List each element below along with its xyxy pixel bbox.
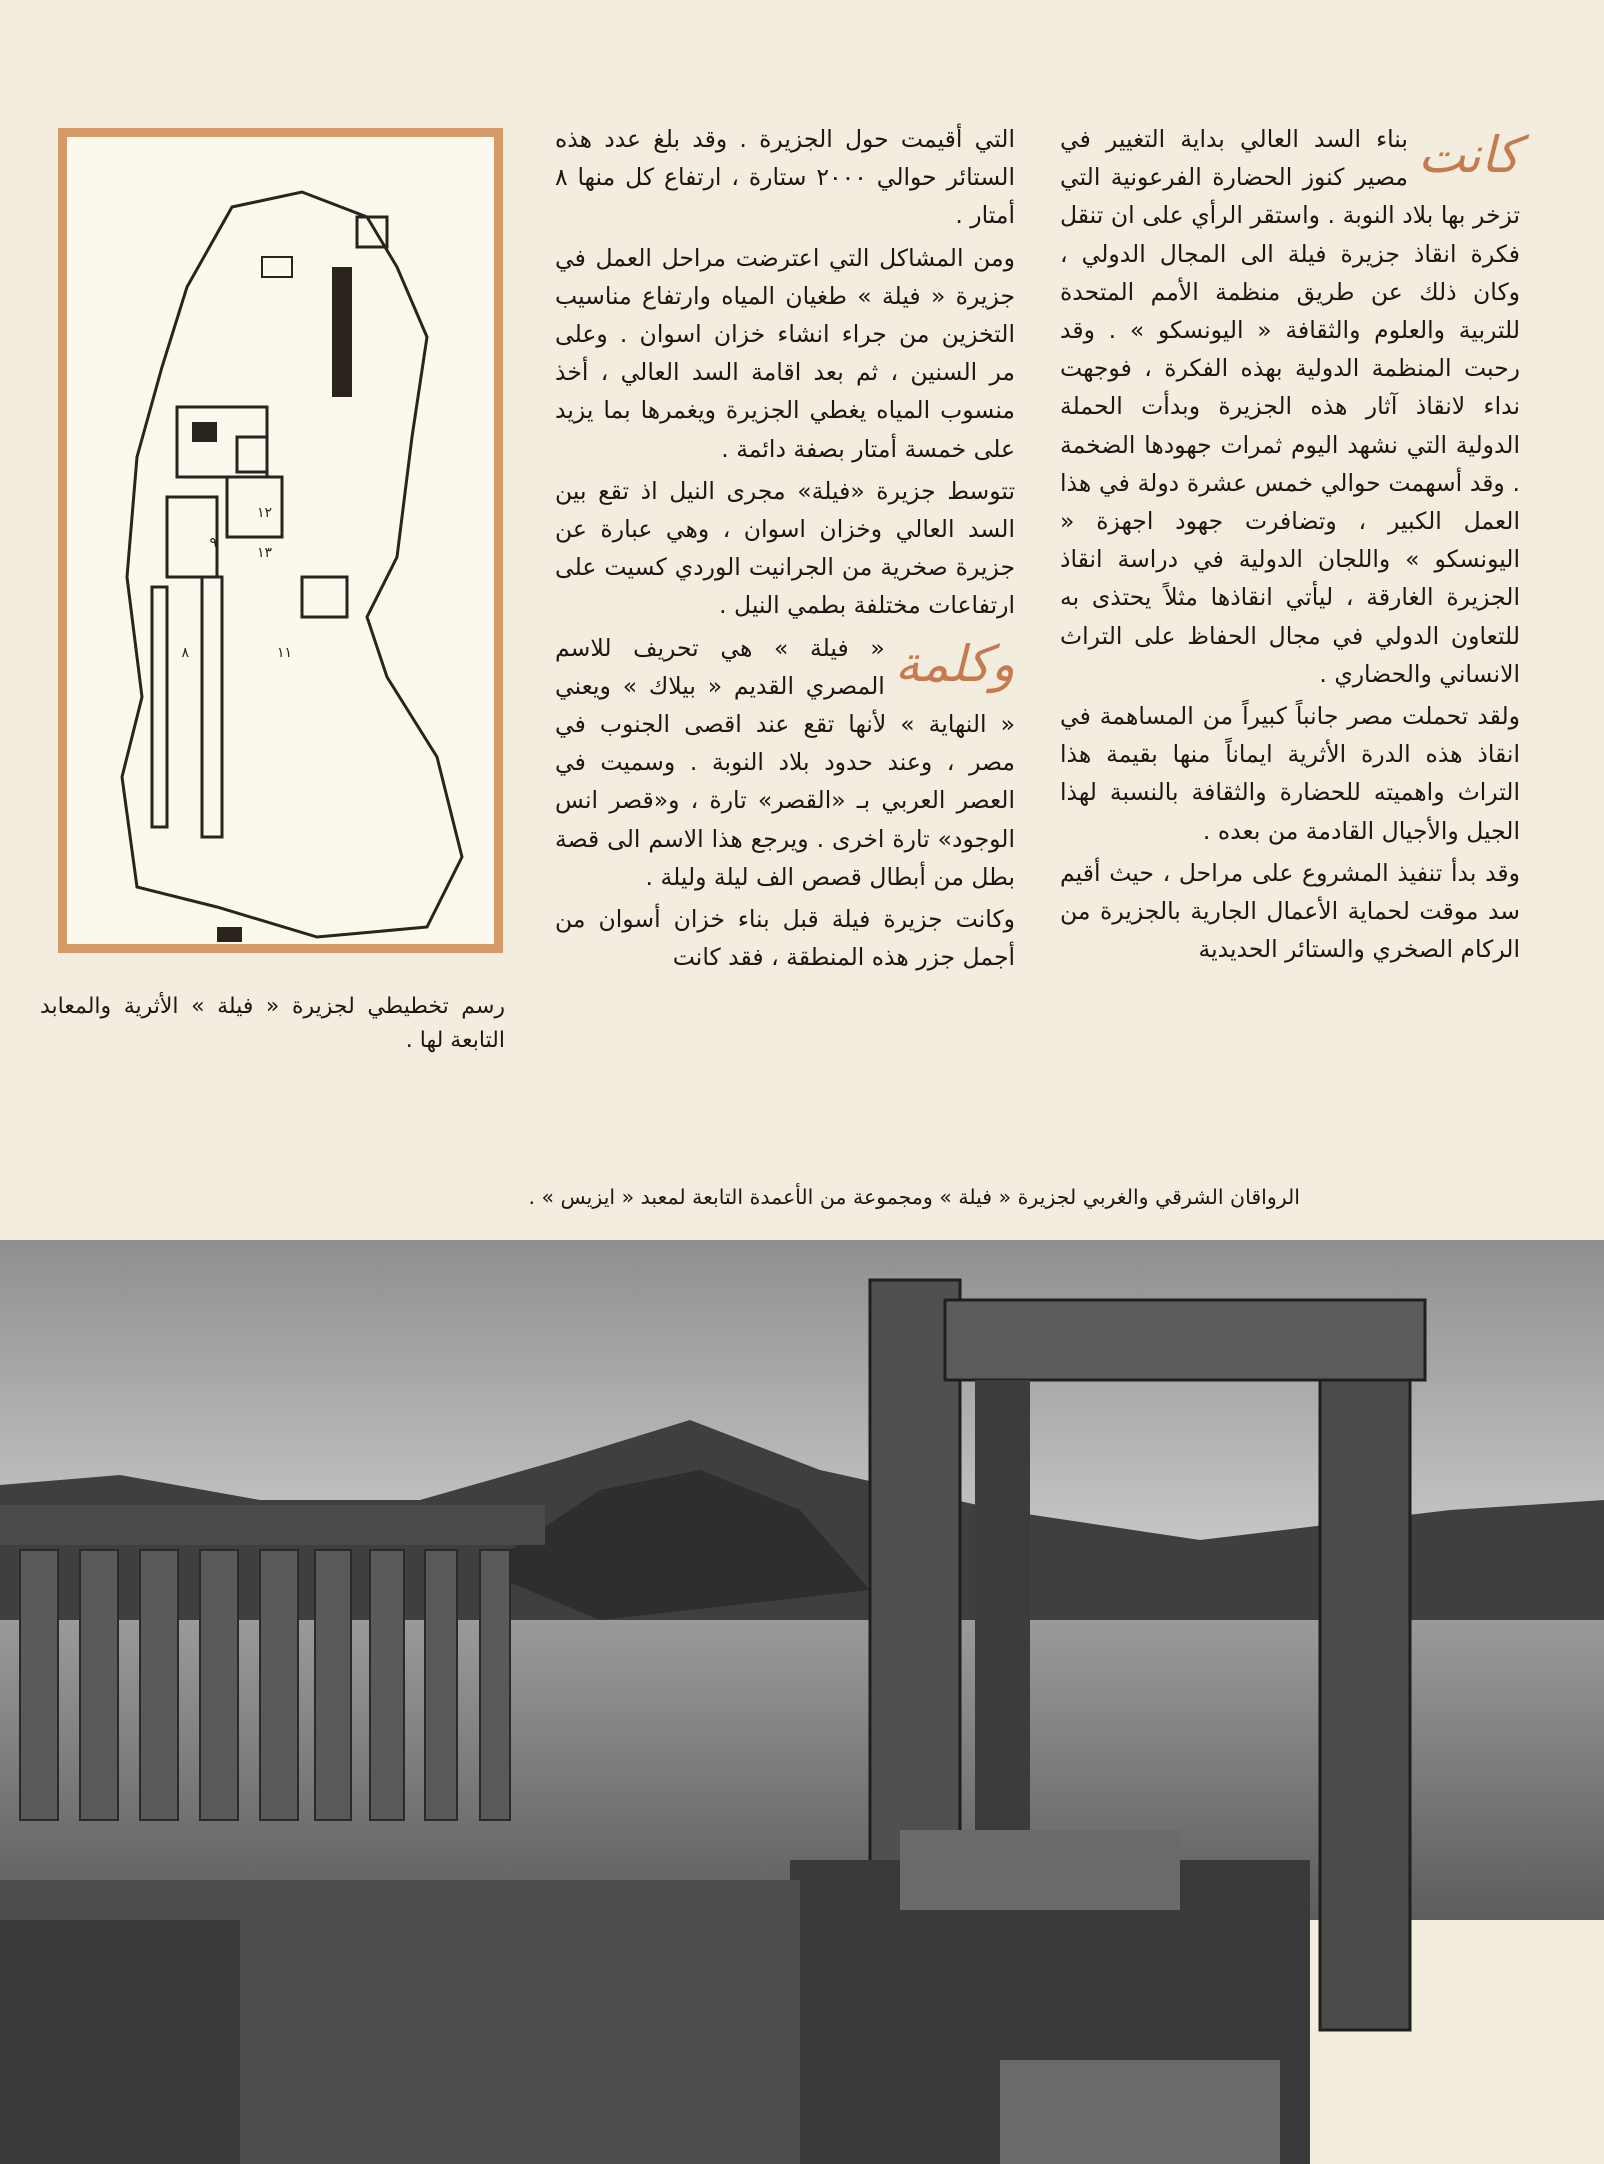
column-group xyxy=(20,1550,510,1820)
paragraph: وقد بدأ تنفيذ المشروع على مراحل ، حيث أقيم سد موقت لحماية الأعمال الجارية بالجزيرة من الركام الصخري والستائر الحديدية xyxy=(1060,858,1520,964)
island-plan-drawing xyxy=(67,137,494,944)
article-column-middle xyxy=(555,120,1015,980)
map-caption: رسم تخطيطي لجزيرة « فيلة » الأثرية والمعابد التابعة لها . xyxy=(40,994,505,1053)
gate-pillar xyxy=(1320,1380,1410,2030)
paragraph: تتوسط جزيرة «فيلة» مجرى النيل اذ تقع بين السد العالي وخزان اسوان ، وهي عبارة عن جزيرة صخرية من الجرانيت الوردي كسيت على ارتفاعات مختلفة بطمي النيل . xyxy=(555,476,1015,620)
paragraph: بناء السد العالي بداية التغيير في مصير كنوز الحضارة الفرعونية التي تزخر بها بلاد النوبة . واستقر الرأي على ان تنقل فكرة انقاذ جزيرة فيلة الى المجال الدولي ، وكان ذلك عن طريق منظمة الأمم المتحدة للتربية والعلوم والثقافة « اليونسكو » . وقد رحبت المنظمة الدولية بهذه الفكرة ، فوجهت نداء لانقاذ آثار هذه الجزيرة وبدأت الحملة الدولية التي نشهد اليوم ثمرات جهودها الضخمة . وقد أسهمت حوالي خمس عشرة دولة في هذا العمل الكبير ، وتضافرت جهود اجهزة « اليونسكو » واللجان الدولية في دراسة انقاذ الجزيرة الغارقة ، ليأتي انقاذها مثلاً يحتذى به للتعاون الدولي في مجال الحفاظ على التراث الانساني والحضاري . xyxy=(1060,125,1520,688)
temple-block xyxy=(192,422,217,442)
paragraph: وكانت جزيرة فيلة قبل بناء خزان أسوان من أجمل جزر هذه المنطقة ، فقد كانت xyxy=(555,905,1015,972)
temple-photograph xyxy=(0,1240,1604,2164)
lead-word-2: وكلمة xyxy=(894,634,1015,693)
building xyxy=(217,927,242,942)
foreground-stones xyxy=(0,1920,240,2164)
article-column-right xyxy=(1060,120,1520,972)
island-outline xyxy=(122,192,462,937)
fallen-blocks xyxy=(900,1830,1180,1910)
map-label: ١٢ xyxy=(256,505,272,521)
paragraph: « فيلة » هي تحريف للاسم المصري القديم « بيلاك » ويعني « النهاية » لأنها تقع عند اقصى الجنوب في مصر ، وعند حدود بلاد النوبة . وسميت في العصر العربي بـ «القصر» تارة ، و«قصر انس الوجود» تارة اخرى . ويرجع هذا الاسم الى قصة بطل من أبطال قصص الف ليلة وليلة . xyxy=(555,633,1015,891)
gate-lintel xyxy=(945,1300,1425,1380)
colonnade-roof xyxy=(0,1505,545,1545)
lead-word-1: كانت xyxy=(1417,126,1520,184)
paragraph: ولقد تحملت مصر جانباً كبيراً من المساهمة في انقاذ هذه الدرة الأثرية ايماناً منها بقيمة هذا التراث واهميته للحضارة والثقافة بالنسبة لهذا الجيل والأجيال القادمة من بعده . xyxy=(1060,702,1520,845)
photo-caption: الرواقان الشرقي والغربي لجزيرة « فيلة » ومجموعة من الأعمدة التابعة لمعبد « ايزيس » . xyxy=(528,1185,1300,1209)
map-label: ١٣ xyxy=(256,545,272,561)
building xyxy=(332,267,352,397)
paragraph: التي أقيمت حول الجزيرة . وقد بلغ عدد هذه الستائر حوالي ٢٠٠٠ ستارة ، ارتفاع كل منها ٨ أمتار . xyxy=(555,125,1015,230)
paragraph: ومن المشاكل التي اعترضت مراحل العمل في جزيرة « فيلة » طغيان المياه وارتفاع مناسيب التخزين من جراء انشاء خزان اسوان . وعلى مر السنين ، ثم بعد اقامة السد العالي ، أخذ منسوب المياه يغطي الجزيرة ويغمرها بما يزيد على خمسة أمتار بصفة دائمة . xyxy=(555,243,1015,463)
map-label: ١١ xyxy=(276,645,292,661)
island-plan-figure xyxy=(58,128,503,953)
map-label: ٨ xyxy=(181,645,189,661)
map-label: ٩ xyxy=(209,535,217,551)
foreground-stones xyxy=(1000,2060,1280,2164)
